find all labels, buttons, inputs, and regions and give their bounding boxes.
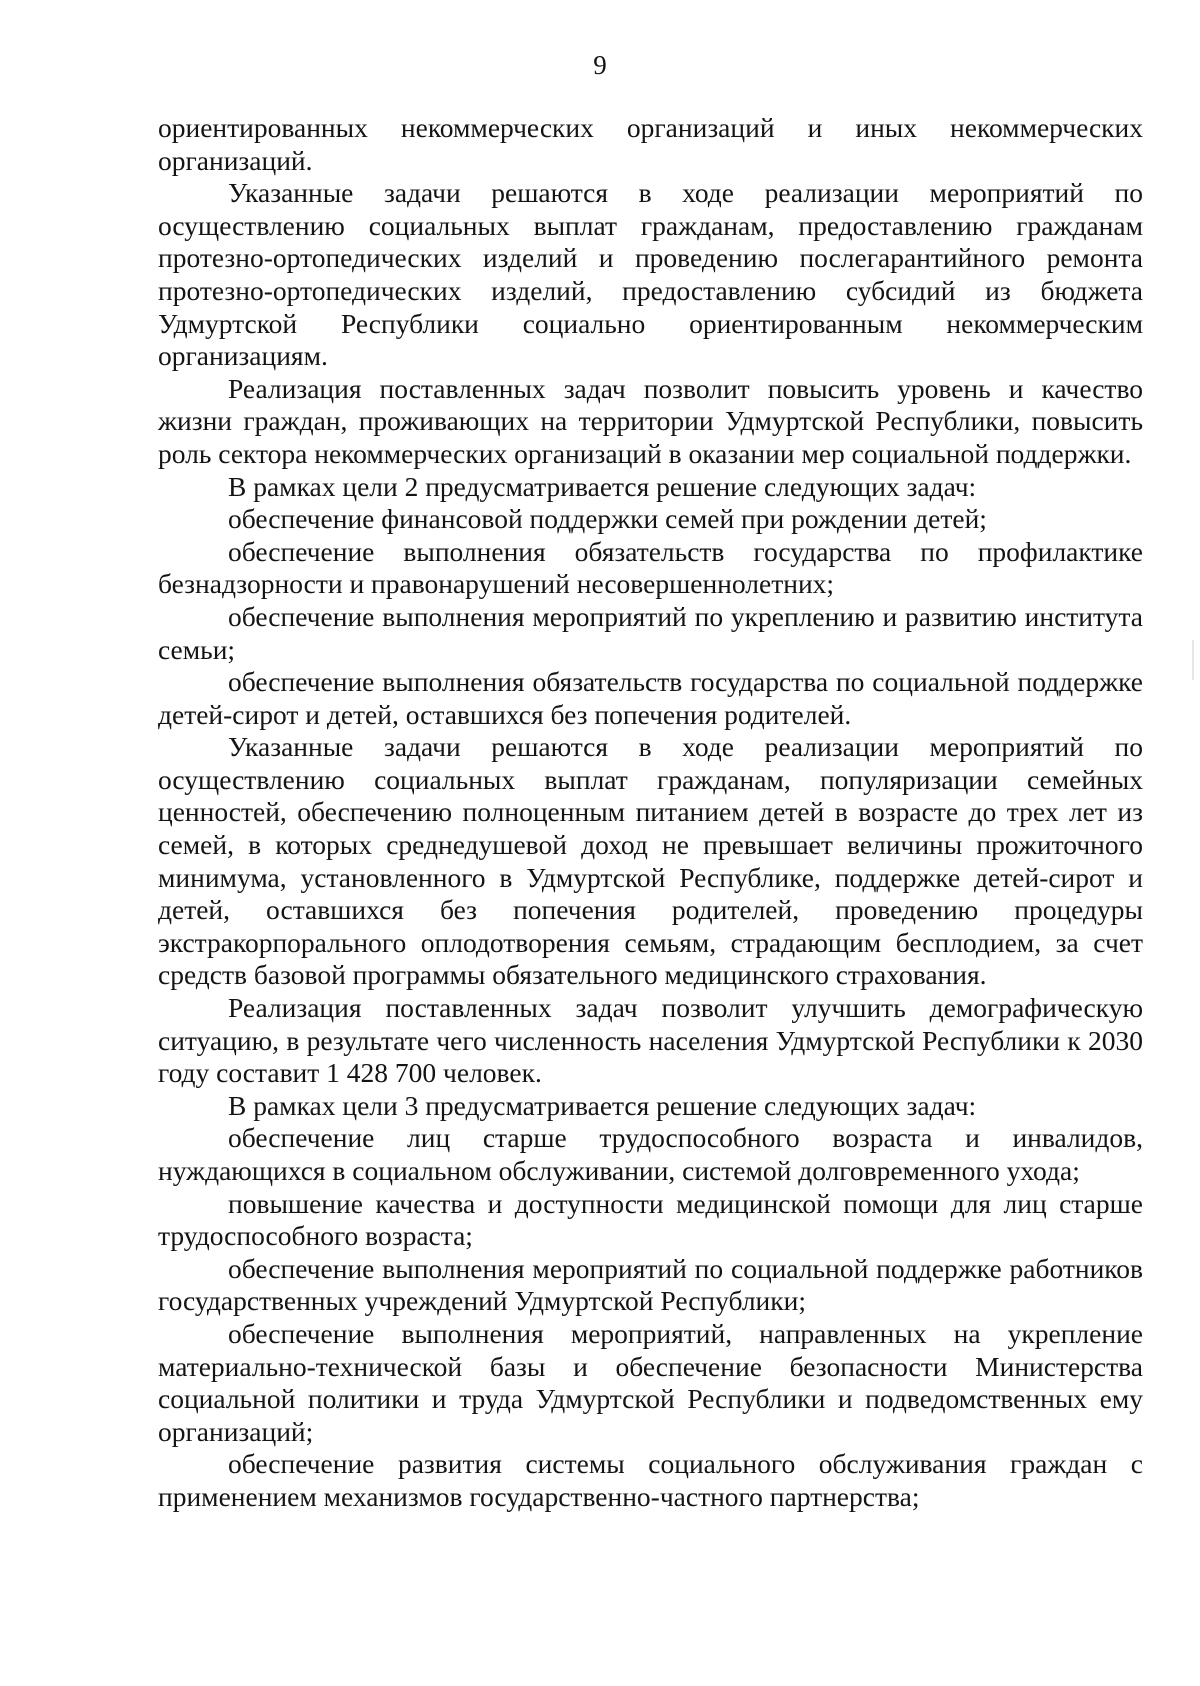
- document-body: [158, 112, 1143, 1514]
- paragraph: Реализация поставленных задач позволит улучшить демографическую ситуацию, в результате чего численность населения Удмуртской Республики к 2030 году составит 1 428 700 человек.: [158, 992, 1143, 1089]
- task-item: обеспечение выполнения обязательств государства по профилактике безнадзорности и правонарушений несовершеннолетних;: [158, 535, 1143, 600]
- task-item: повышение качества и доступности медицинской помощи для лиц старше трудоспособного возраста;: [158, 1187, 1143, 1252]
- task-item: обеспечение лиц старше трудоспособного возраста и инвалидов, нуждающихся в социальном обслуживании, системой долговременного ухода;: [158, 1122, 1143, 1186]
- paragraph: В рамках цели 3 предусматривается решение следующих задач:: [228, 1089, 977, 1121]
- task-item: обеспечение выполнения обязательств государства по социальной поддержке детей-сирот и детей, оставшихся без попечения родителей.: [158, 666, 1143, 730]
- task-item: обеспечение финансовой поддержки семей при рождении детей;: [228, 503, 987, 535]
- task-item: обеспечение выполнения мероприятий, направленных на укрепление материально-технической базы и обеспечение безопасности Министерства социальной политики и труда Удмуртской Республики и подведомственных ему организаций;: [158, 1317, 1143, 1447]
- scan-edge-mark: [1192, 640, 1194, 680]
- page-number: 9: [593, 50, 607, 80]
- paragraph: Указанные задачи решаются в ходе реализации мероприятий по осуществлению социальных выплат гражданам, предоставлению гражданам протезно-ортопедических изделий и проведению послегарантийного ремонта протезно-ортопедических изделий, предоставлению субсидий из бюджета Удмуртской Республики социально ориентированным некоммерческим организациям.: [158, 177, 1143, 372]
- task-item: обеспечение выполнения мероприятий по укреплению и развитию института семьи;: [158, 600, 1143, 665]
- paragraph: Указанные задачи решаются в ходе реализации мероприятий по осуществлению социальных выплат гражданам, популяризации семейных ценностей, обеспечению полноценным питанием детей в возрасте до трех лет из семей, в которых среднедушевой доход не превышает величины прожиточного минимума, установленного в Удмуртской Республике, поддержке детей-сирот и детей, оставшихся без попечения родителей, проведению процедуры экстракорпорального оплодотворения семьям, страдающим бесплодием, за счет средств базовой программы обязательного медицинского страхования.: [158, 731, 1143, 991]
- paragraph: В рамках цели 2 предусматривается решение следующих задач:: [228, 470, 977, 502]
- task-item: обеспечение выполнения мероприятий по социальной поддержке работников государственных учреждений Удмуртской Республики;: [158, 1252, 1143, 1317]
- paragraph-continuation: ориентированных некоммерческих организаций и иных некоммерческих организаций.: [158, 112, 1143, 176]
- task-item: обеспечение развития системы социального обслуживания граждан с применением механизмов государственно-частного партнерства;: [158, 1448, 1143, 1512]
- paragraph: Реализация поставленных задач позволит повысить уровень и качество жизни граждан, проживающих на территории Удмуртской Республики, повысить роль сектора некоммерческих организаций в оказании мер социальной поддержки.: [158, 372, 1143, 469]
